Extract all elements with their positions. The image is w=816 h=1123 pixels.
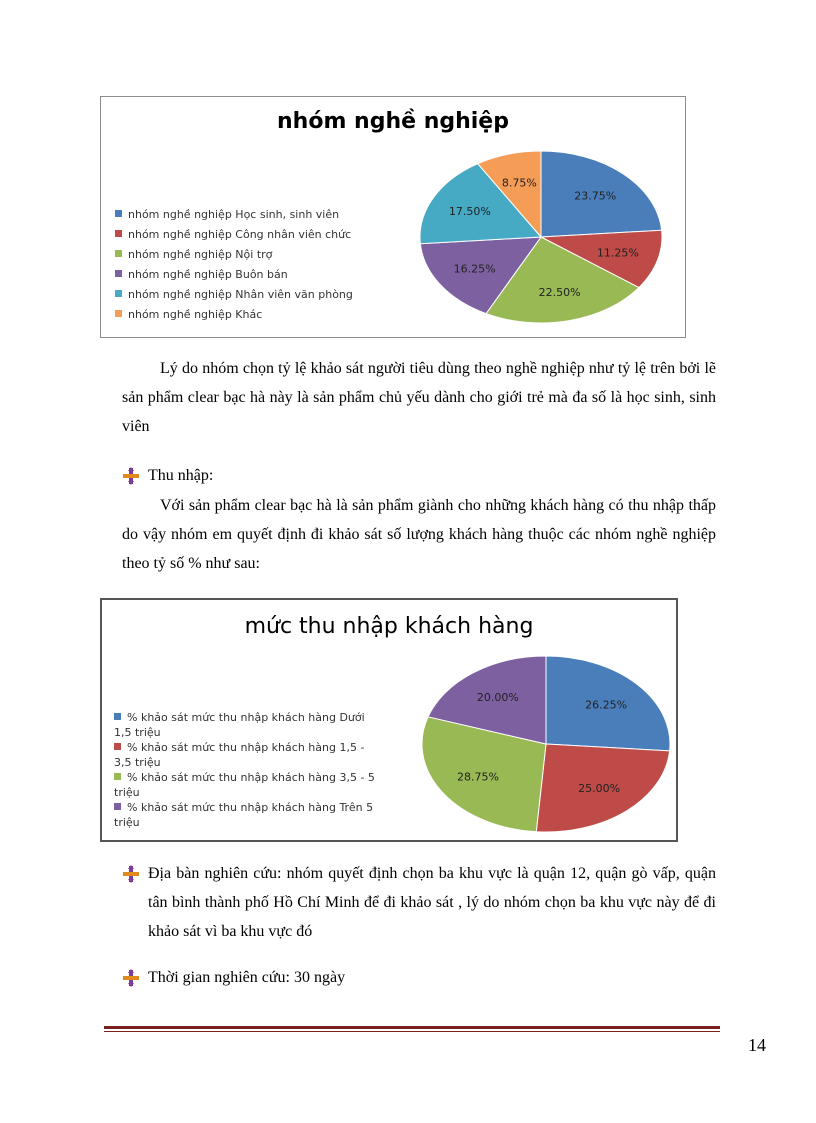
pie-data-label: 28.75%: [456, 770, 499, 784]
legend-label: nhóm nghề nghiệp Khác: [128, 308, 263, 321]
pie-data-label: 22.50%: [538, 286, 581, 300]
legend-label: nhóm nghề nghiệp Học sinh, sinh viên: [128, 208, 340, 221]
reason-paragraph: Lý do nhóm chọn tỷ lệ khảo sát người tiêu dùng theo nghề nghiệp như tỷ lệ trên bởi lẽ sản phẩm clear bạc hà này là sản phẩm chủ yếu dành cho giới trẻ mà đa số là học sinh, sinh viên: [122, 360, 716, 435]
legend-swatch: [114, 743, 121, 750]
legend-item: [114, 770, 382, 800]
pie-data-label: 16.25%: [453, 262, 496, 276]
legend-label: % khảo sát mức thu nhập khách hàng Dưới 1,5 triệu: [114, 711, 365, 739]
legend-label: % khảo sát mức thu nhập khách hàng Trên 5 triệu: [114, 801, 374, 829]
legend-item: [115, 285, 353, 305]
legend-swatch: [114, 773, 121, 780]
page-number: 14: [748, 1035, 766, 1055]
time-text: Thời gian nghiên cứu: 30 ngày: [148, 969, 346, 986]
legend-label: % khảo sát mức thu nhập khách hàng 3,5 - 5 triệu: [114, 771, 375, 799]
chart-title: mức thu nhập khách hàng: [244, 614, 534, 639]
legend-swatch: [115, 250, 122, 257]
legend-swatch: [115, 310, 122, 317]
pie-data-label: 8.75%: [501, 176, 537, 190]
chart-legend: [115, 205, 353, 325]
income-paragraph: Với sản phẩm clear bạc hà là sản phẩm giành cho những khách hàng có thu nhập thấp do vậy nhóm em quyết định đi khảo sát số lượng khách hàng thuộc các nhóm nghề nghiệp theo tỷ số % như sau:: [122, 497, 716, 572]
legend-item: [114, 740, 382, 770]
pie-data-label: 25.00%: [578, 782, 621, 796]
footer-rule-thin: [104, 1031, 720, 1032]
legend-label: nhóm nghề nghiệp Công nhân viên chức: [128, 228, 352, 241]
pie-data-label: 17.50%: [448, 205, 491, 219]
legend-swatch: [115, 290, 122, 297]
legend-label: nhóm nghề nghiệp Nội trợ: [128, 248, 273, 261]
legend-item: [115, 225, 353, 245]
chart-title: nhóm nghề nghiệp: [277, 109, 509, 134]
pie-data-label: 11.25%: [596, 246, 639, 260]
arrow-cross-bullet-icon: [122, 865, 140, 883]
pie-data-label: 20.00%: [476, 691, 519, 705]
area-bullet: [122, 859, 716, 946]
legend-item: [115, 305, 353, 325]
legend-label: nhóm nghề nghiệp Nhân viên văn phòng: [128, 288, 353, 301]
arrow-cross-bullet-icon: [122, 969, 140, 987]
legend-swatch: [114, 713, 121, 720]
legend-item: [114, 710, 382, 740]
pie-data-label: 26.25%: [585, 698, 628, 712]
legend-item: [115, 245, 353, 265]
legend-label: nhóm nghề nghiệp Buôn bán: [128, 268, 288, 281]
arrow-cross-bullet-icon: [122, 467, 140, 485]
pie-data-label: 23.75%: [574, 189, 617, 203]
area-text: Địa bàn nghiên cứu: nhóm quyết định chọn ba khu vực là quận 12, quận gò vấp, quận tân bình thành phố Hồ Chí Minh để đi khảo sát , lý do nhóm chọn ba khu vực này để đi khảo sát vì ba khu vực đó: [148, 865, 716, 940]
income-heading: Thu nhập:: [148, 467, 214, 484]
income-bullet: [122, 461, 213, 490]
pie-chart: [416, 652, 672, 836]
income-chart: [100, 598, 678, 842]
legend-item: [115, 205, 353, 225]
legend-swatch: [115, 230, 122, 237]
legend-swatch: [115, 270, 122, 277]
time-bullet: [122, 963, 345, 992]
footer-rule: [104, 1026, 720, 1029]
legend-swatch: [115, 210, 122, 217]
pie-chart: [413, 149, 665, 329]
legend-item: [115, 265, 353, 285]
occupation-chart: [100, 96, 686, 338]
chart-legend: [114, 710, 382, 830]
legend-label: % khảo sát mức thu nhập khách hàng 1,5 - 3,5 triệu: [114, 741, 365, 769]
legend-item: [114, 800, 382, 830]
legend-swatch: [114, 803, 121, 810]
